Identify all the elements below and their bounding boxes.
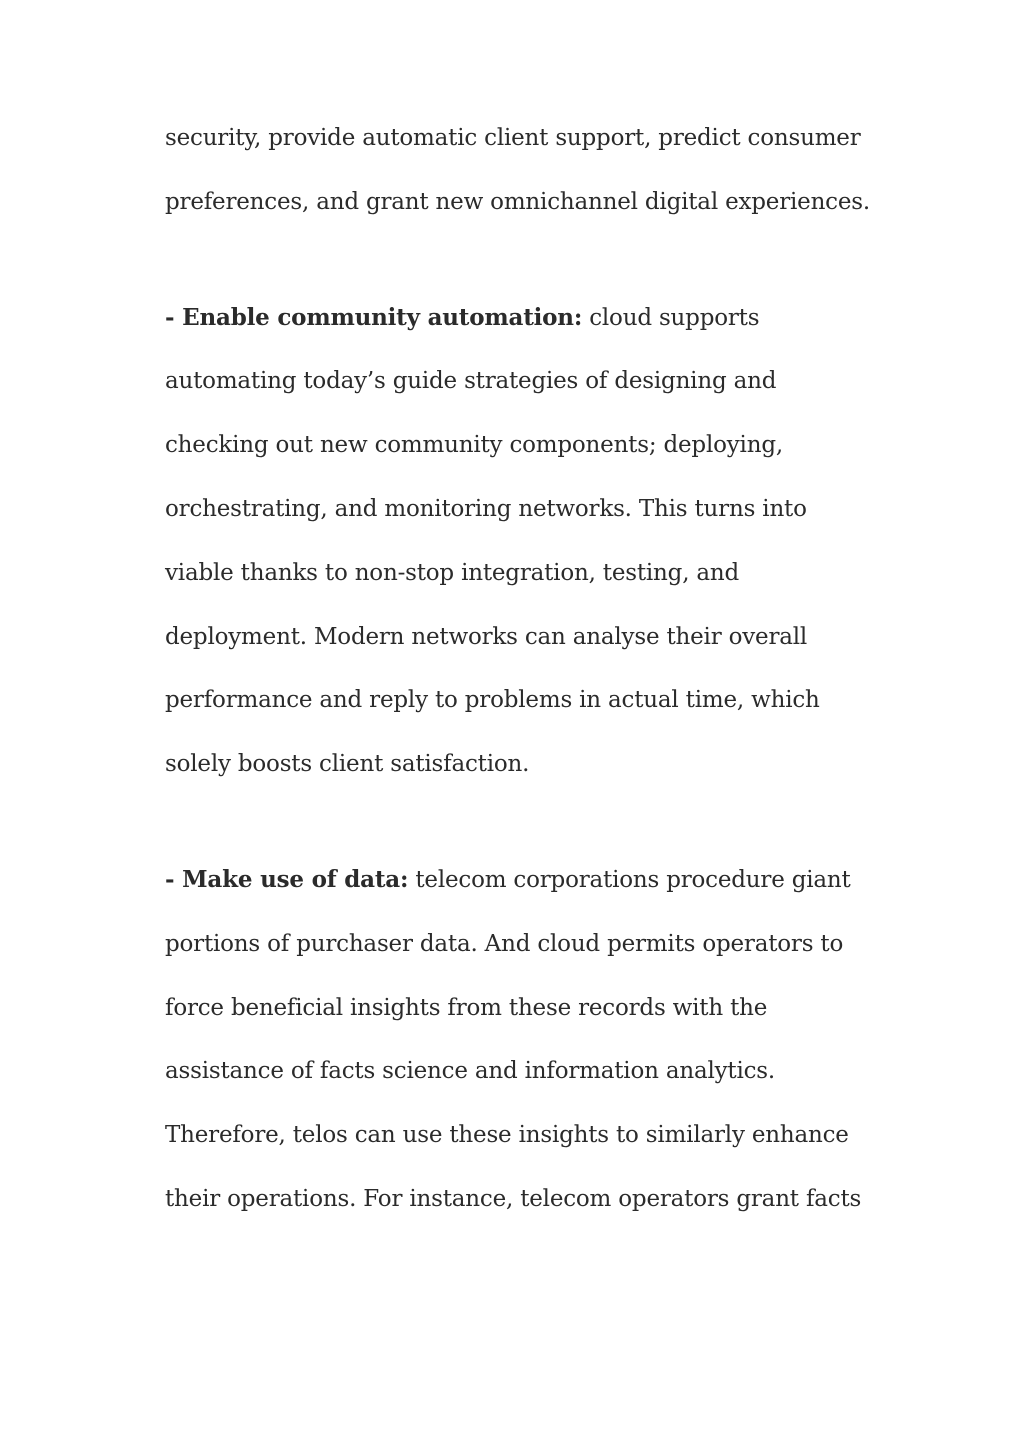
text-line: viable thanks to non-stop integration, testing, and (165, 559, 740, 586)
text-line: performance and reply to problems in actual time, which (165, 687, 820, 714)
text-line: deployment. Modern networks can analyse their overall (165, 623, 808, 650)
document-body (165, 107, 870, 1232)
text-line: portions of purchaser data. And cloud permits operators to (165, 930, 844, 957)
text-line (165, 286, 865, 351)
text-line: orchestrating, and monitoring networks. This turns into (165, 495, 807, 522)
paragraph-intro (165, 107, 870, 235)
text-line: solely boosts client satisfaction. (165, 751, 530, 778)
paragraph-heading: - Make use of data: (165, 865, 409, 893)
text-line: preferences, and grant new omnichannel digital experiences. (165, 188, 870, 215)
text-line: checking out new community components; deploying, (165, 432, 783, 459)
paragraph-community-automation (165, 286, 865, 797)
text-line: automating today’s guide strategies of designing and (165, 368, 777, 395)
text-run: cloud supports (582, 304, 760, 331)
text-line: Therefore, telos can use these insights to similarly enhance (165, 1122, 849, 1149)
paragraph-make-use-of-data (165, 848, 865, 1232)
text-line (165, 848, 865, 913)
text-line: security, provide automatic client support, predict consumer (165, 125, 861, 151)
text-line: force beneficial insights from these records with the (165, 994, 768, 1021)
text-run: telecom corporations procedure giant (408, 866, 851, 893)
paragraph-heading: - Enable community automation: (165, 303, 583, 331)
text-line: assistance of facts science and information analytics. (165, 1058, 776, 1085)
text-line: their operations. For instance, telecom operators grant facts (165, 1185, 862, 1212)
